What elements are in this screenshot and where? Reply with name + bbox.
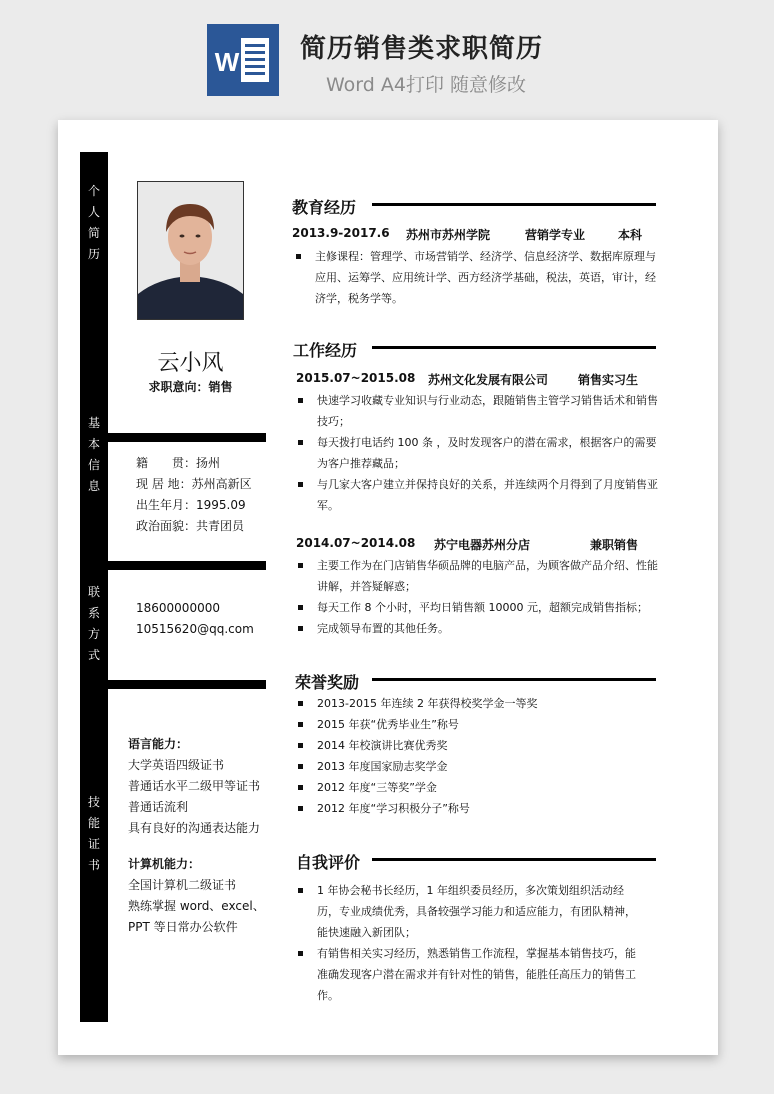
language-title: 语言能力： (128, 737, 189, 751)
work-title: 工作经历 (293, 341, 358, 360)
list-item: 主要工作为在门店销售华硕品牌的电脑产品，为顾客做产品介绍、性能讲解，并答疑解惑； (296, 555, 658, 597)
computer-item: 全国计算机二级证书 (128, 878, 237, 892)
contact-email: 10515620@qq.com (136, 622, 254, 636)
job-bullets (296, 390, 658, 516)
contact-phone: 18600000000 (136, 601, 220, 615)
list-item: 完成领导布置的其他任务。 (296, 618, 658, 639)
info-row-hometown: 籍 贯：扬州 (136, 456, 221, 470)
skills-block (128, 734, 265, 938)
list-item: 快速学习收藏专业知识与行业动态，跟随销售主管学习销售话术和销售技巧； (296, 390, 658, 432)
divider-bar-contact (108, 561, 266, 570)
sidebar-label-chars: 个 (87, 184, 100, 198)
sidebar-label-skills: 技 能 证 书 (87, 795, 100, 872)
honors-rule (372, 678, 656, 681)
work-rule (372, 346, 656, 349)
computer-item: PPT 等日常办公软件 (128, 920, 238, 934)
info-row-political: 政治面貌：共青团员 (136, 519, 245, 533)
contact-list (136, 598, 254, 640)
list-item: 1 年协会秘书长经历，1 年组织委员经历，多次策划组织活动经历，专业成绩优秀，具备较强学习能力和适应能力，有团队精神，能快速融入新团队； (296, 880, 642, 943)
list-item: 与几家大客户建立并保持良好的关系，并连续两个月得到了月度销售亚军。 (296, 474, 658, 516)
education-title: 教育经历 (292, 198, 357, 217)
education-bullets (294, 246, 658, 309)
list-item: 有销售相关实习经历，熟悉销售工作流程，掌握基本销售技巧，能准确发现客户潜在需求并有针对性的销售，能胜任高压力的销售工作。 (296, 943, 642, 1006)
job-header (296, 536, 646, 550)
list-item: 2013 年度国家励志奖学金 (296, 756, 658, 777)
education-major: 营销学专业 (525, 228, 586, 242)
candidate-name: 云小风 (157, 351, 224, 376)
language-item: 大学英语四级证书 (128, 758, 225, 772)
education-degree: 本科 (618, 228, 643, 242)
list-item: 2012 年度“学习积极分子”称号 (296, 798, 658, 819)
sidebar-label-contact: 联 系 方 式 (87, 585, 100, 662)
banner-title: 简历销售类求职简历 (300, 34, 544, 64)
sidebar-label-basic: 基 本 信 息 (87, 416, 100, 493)
banner-subtitle: Word A4打印 随意修改 (326, 74, 527, 96)
self-eval-title: 自我评价 (296, 853, 361, 872)
job-role: 兼职销售 (590, 538, 639, 552)
info-row-birth: 出生年月：1995.09 (136, 498, 246, 512)
job-intent: 求职意向：销售 (148, 380, 233, 394)
language-item: 普通话流利 (128, 800, 189, 814)
education-rule (372, 203, 656, 206)
language-item: 普通话水平二级甲等证书 (128, 779, 261, 793)
divider-bar-skills (108, 680, 266, 689)
job-bullets (296, 555, 658, 639)
list-item: 2012 年度“三等奖”学金 (296, 777, 658, 798)
info-row-residence: 现 居 地：苏州高新区 (136, 477, 252, 491)
language-item: 具有良好的沟通表达能力 (128, 821, 261, 835)
list-item: 2015 年获“优秀毕业生”称号 (296, 714, 658, 735)
list-item: 2013-2015 年连续 2 年获得校奖学金一等奖 (296, 693, 658, 714)
list-item: 主修课程：管理学、市场营销学、经济学、信息经济学、数据库原理与应用、运筹学、应用统计学、西方经济学基础，税法，英语，审计，经济学，税务学等。 (294, 246, 658, 309)
computer-item: 熟练掌握 word、excel、 (128, 899, 265, 913)
job-company: 苏州文化发展有限公司 (428, 373, 549, 387)
word-icon (207, 24, 279, 96)
honors-title: 荣誉奖励 (295, 673, 360, 692)
divider-bar-basic (108, 433, 266, 442)
list-item: 每天拨打电话约 100 条 ，及时发现客户的潜在需求，根据客户的需要为客户推荐藏品； (296, 432, 658, 474)
honors-list (296, 693, 658, 819)
basic-info-list (136, 453, 252, 537)
job-period: 2015.07~2015.08 (296, 371, 416, 385)
education-header (292, 226, 652, 240)
list-item: 2014 年校演讲比赛优秀奖 (296, 735, 658, 756)
education-school: 苏州市苏州学院 (406, 228, 491, 242)
self-eval-list (296, 880, 642, 1006)
svg-text:W: W (214, 47, 240, 77)
job-header (296, 371, 646, 385)
sidebar-label-personal: 个 人 简 历 (80, 181, 108, 265)
list-item: 每天工作 8 个小时，平均日销售额 10000 元，超额完成销售指标； (296, 597, 658, 618)
job-period: 2014.07~2014.08 (296, 536, 416, 550)
self-eval-rule (372, 858, 656, 861)
profile-photo (137, 181, 244, 320)
job-company: 苏宁电器苏州分店 (434, 538, 531, 552)
education-period: 2013.9-2017.6 (292, 226, 390, 240)
job-role: 销售实习生 (578, 373, 639, 387)
computer-title: 计算机能力： (128, 857, 201, 871)
